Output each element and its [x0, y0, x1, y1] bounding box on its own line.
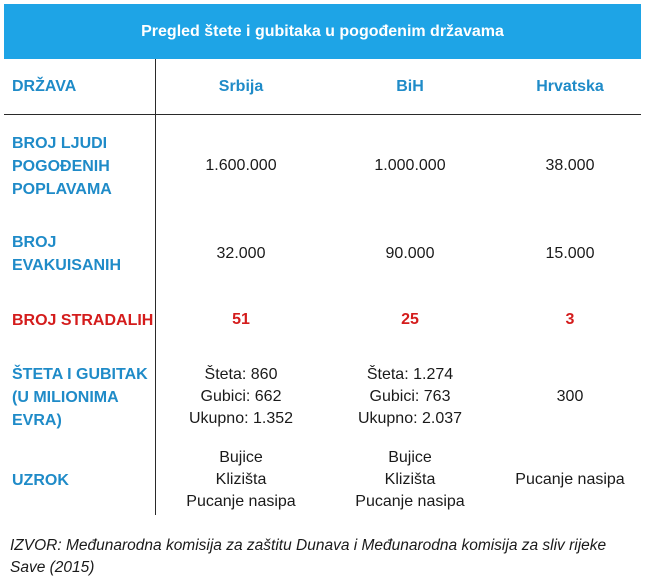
cell-srbija: 51 — [232, 311, 250, 328]
row-label: UZROK — [12, 471, 69, 489]
table-row-evacuated — [4, 228, 641, 280]
cell-hrvatska: 38.000 — [545, 157, 595, 174]
cell-bih: Bujice Klizišta Pucanje nasipa — [355, 449, 465, 510]
row-label: BROJ EVAKUISANIH — [12, 234, 122, 274]
table-row-cause — [4, 445, 641, 515]
header-row-label: DRŽAVA — [12, 78, 77, 95]
table-row-casualties — [4, 307, 641, 333]
cell-hrvatska: 3 — [565, 311, 575, 328]
cell-hrvatska: Pucanje nasipa — [515, 471, 625, 488]
header-divider — [4, 114, 641, 115]
cell-srbija: Šteta: 860 Gubici: 662 Ukupno: 1.352 — [188, 366, 294, 427]
cell-bih: Šteta: 1.274 Gubici: 763 Ukupno: 2.037 — [357, 366, 463, 427]
source-note: IZVOR: Međunarodna komisija za zaštitu Dunava i Međunarodna komisija za sliv rijeke Save (2015) — [10, 537, 607, 576]
column-header-hrvatska: Hrvatska — [536, 77, 604, 95]
row-label: BROJ STRADALIH — [12, 311, 154, 329]
cell-hrvatska: 15.000 — [545, 245, 595, 262]
cell-srbija: 1.600.000 — [205, 157, 277, 174]
column-header-bih: BiH — [396, 77, 424, 95]
cell-hrvatska: 300 — [556, 388, 584, 405]
cell-bih: 90.000 — [385, 245, 435, 262]
row-label: BROJ LJUDI POGOĐENIH POPLAVAMA — [12, 134, 112, 198]
table-row-damage — [4, 361, 641, 433]
table-title: Pregled štete i gubitaka u pogođenim državama — [4, 4, 641, 59]
cell-srbija: Bujice Klizišta Pucanje nasipa — [186, 449, 296, 510]
column-header-srbija: Srbija — [218, 77, 264, 95]
cell-bih: 1.000.000 — [374, 157, 446, 174]
header-row — [4, 59, 641, 114]
table-row-affected — [4, 128, 641, 204]
row-label: ŠTETA I GUBITAK (U MILIONIMA EVRA) — [12, 365, 148, 429]
cell-srbija: 32.000 — [216, 245, 266, 262]
cell-bih: 25 — [401, 311, 419, 328]
